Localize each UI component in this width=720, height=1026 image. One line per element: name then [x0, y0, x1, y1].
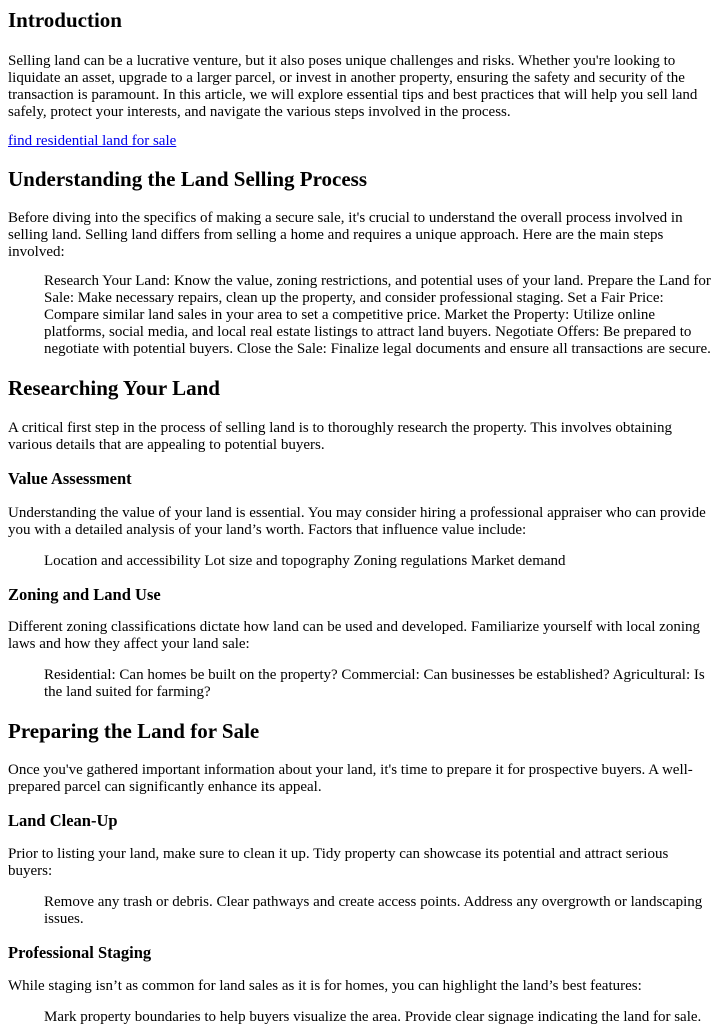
zoning-paragraph: Different zoning classifications dictate how land can be used and developed. Familiarize yourself with local zoning laws and how they affect your land sale: — [8, 619, 700, 652]
selling-steps-list: Research Your Land: Know the value, zoning restrictions, and potential uses of your land. Prepare the Land for Sale: Make necessary repairs, clean up the property, and consider professional staging. Set a Fair Price: Compare similar land sales in your area to set a competitive price. Market the Property: Utilize online platforms, social media, and local real estate listings to attract land buyers. Negotiate Offers: Be prepared to negotiate with potential buyers. Close the Sale: Finalize legal documents and ensure all transactions are secure. — [44, 273, 711, 357]
staging-tips-list: Mark property boundaries to help buyers visualize the area. Provide clear signage indicating the land for sale. — [44, 1009, 702, 1025]
cleanup-paragraph: Prior to listing your land, make sure to clean it up. Tidy property can showcase its potential and attract serious buyers: — [8, 846, 669, 879]
staging-paragraph: While staging isn’t as common for land sales as it is for homes, you can highlight the land’s best features: — [8, 978, 642, 994]
researching-paragraph: A critical first step in the process of selling land is to thoroughly research the property. This involves obtaining various details that are appealing to potential buyers. — [8, 420, 673, 453]
understanding-heading: Understanding the Land Selling Process — [8, 167, 367, 191]
article — [0, 8, 720, 1026]
zoning-heading: Zoning and Land Use — [8, 585, 161, 604]
introduction-heading: Introduction — [8, 8, 122, 32]
understanding-paragraph: Before diving into the specifics of making a secure sale, it's crucial to understand the overall process involved in selling land. Selling land differs from selling a home and requires a unique approach. Here are the main steps involved: — [8, 210, 683, 260]
value-assessment-heading: Value Assessment — [8, 469, 132, 488]
residential-land-link[interactable]: find residential land for sale — [8, 133, 177, 149]
value-assessment-paragraph: Understanding the value of your land is essential. You may consider hiring a professional appraiser who can provide you with a detailed analysis of your land’s worth. Factors that influence value include: — [8, 505, 706, 538]
researching-heading: Researching Your Land — [8, 376, 220, 400]
staging-heading: Professional Staging — [8, 943, 152, 962]
value-factors-list: Location and accessibility Lot size and topography Zoning regulations Market demand — [44, 553, 566, 569]
preparing-heading: Preparing the Land for Sale — [8, 719, 260, 743]
cleanup-heading: Land Clean-Up — [8, 811, 118, 830]
preparing-paragraph: Once you've gathered important information about your land, it's time to prepare it for prospective buyers. A well-prepared parcel can significantly enhance its appeal. — [8, 762, 693, 795]
zoning-types-list: Residential: Can homes be built on the property? Commercial: Can businesses be established? Agricultural: Is the land suited for farming? — [44, 667, 705, 700]
introduction-paragraph: Selling land can be a lucrative venture, but it also poses unique challenges and risks. Whether you're looking to liquidate an asset, upgrade to a larger parcel, or invest in another property, ensuring the safety and security of the transaction is paramount. In this article, we will explore essential tips and best practices that will help you sell land safely, protect your interests, and navigate the various steps involved in the process. — [8, 53, 698, 120]
cleanup-tips-list: Remove any trash or debris. Clear pathways and create access points. Address any overgrowth or landscaping issues. — [44, 894, 703, 927]
